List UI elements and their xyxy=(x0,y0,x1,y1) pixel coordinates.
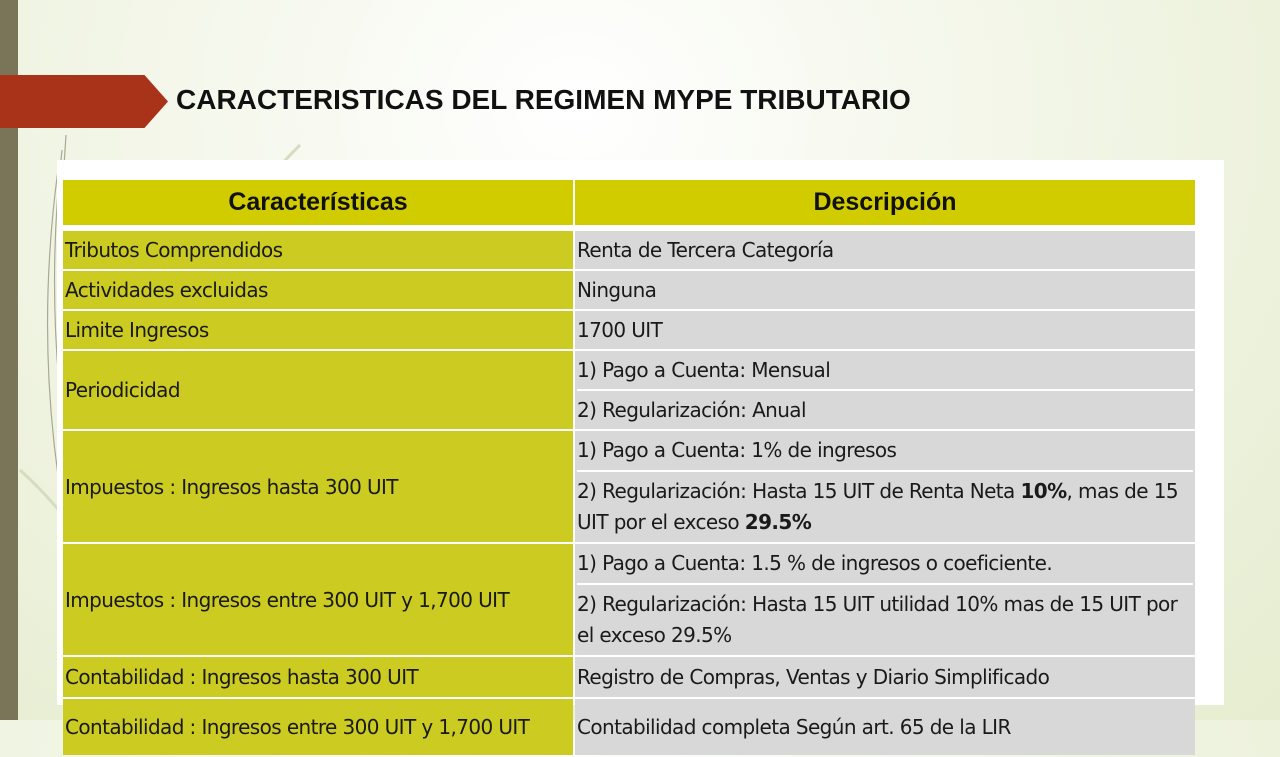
description-cell xyxy=(575,544,1195,655)
description-line: Renta de Tercera Categoría xyxy=(577,238,834,262)
table-row xyxy=(63,431,1195,542)
feature-cell: Actividades excluidas xyxy=(63,271,573,309)
table-row xyxy=(63,311,1195,349)
description-cell xyxy=(575,311,1195,349)
header-spacer xyxy=(63,227,1195,229)
table-row xyxy=(63,544,1195,655)
table-header-row xyxy=(63,180,1195,225)
feature-cell: Tributos Comprendidos xyxy=(63,231,573,269)
description-line: Contabilidad completa Según art. 65 de la LIR xyxy=(577,715,1011,739)
feature-cell: Contabilidad : Ingresos entre 300 UIT y 1,700 UIT xyxy=(63,699,573,755)
description-bold-rate: 29.5% xyxy=(744,510,812,534)
description-text: 2) Regularización: Hasta 15 UIT de Renta Neta xyxy=(577,479,1021,503)
table-panel xyxy=(57,160,1224,739)
description-line: Ninguna xyxy=(577,278,657,302)
description-line: 2) Regularización: Anual xyxy=(577,389,1193,429)
description-line: 1700 UIT xyxy=(577,318,663,342)
feature-cell: Periodicidad xyxy=(63,351,573,429)
characteristics-table xyxy=(61,178,1197,757)
description-cell xyxy=(575,431,1195,542)
description-line: 1) Pago a Cuenta: 1.5 % de ingresos o coeficiente. xyxy=(577,551,1053,575)
description-cell xyxy=(575,699,1195,755)
description-cell xyxy=(575,657,1195,697)
description-line: Registro de Compras, Ventas y Diario Simplificado xyxy=(577,665,1050,689)
table-row xyxy=(63,351,1195,429)
description-bold-rate: 10% xyxy=(1020,479,1067,503)
description-line xyxy=(577,470,1193,542)
header-features: Características xyxy=(63,180,573,225)
description-line: 1) Pago a Cuenta: Mensual xyxy=(577,358,831,382)
feature-cell: Limite Ingresos xyxy=(63,311,573,349)
description-cell xyxy=(575,351,1195,429)
title-arrow-shape xyxy=(0,75,168,128)
feature-cell: Impuestos : Ingresos entre 300 UIT y 1,700 UIT xyxy=(63,544,573,655)
header-description: Descripción xyxy=(575,180,1195,225)
description-cell xyxy=(575,271,1195,309)
description-line: 2) Regularización: Hasta 15 UIT utilidad 10% mas de 15 UIT por el exceso 29.5% xyxy=(577,583,1193,655)
description-cell xyxy=(575,231,1195,269)
description-text: , mas de 15 UIT por el exceso xyxy=(577,479,1178,534)
table-row xyxy=(63,699,1195,755)
feature-cell: Impuestos : Ingresos hasta 300 UIT xyxy=(63,431,573,542)
table-row xyxy=(63,271,1195,309)
table-row xyxy=(63,657,1195,697)
table-row xyxy=(63,231,1195,269)
slide-title: CARACTERISTICAS DEL REGIMEN MYPE TRIBUTARIO xyxy=(176,84,911,115)
description-line: 1) Pago a Cuenta: 1% de ingresos xyxy=(577,438,897,462)
feature-cell: Contabilidad : Ingresos hasta 300 UIT xyxy=(63,657,573,697)
